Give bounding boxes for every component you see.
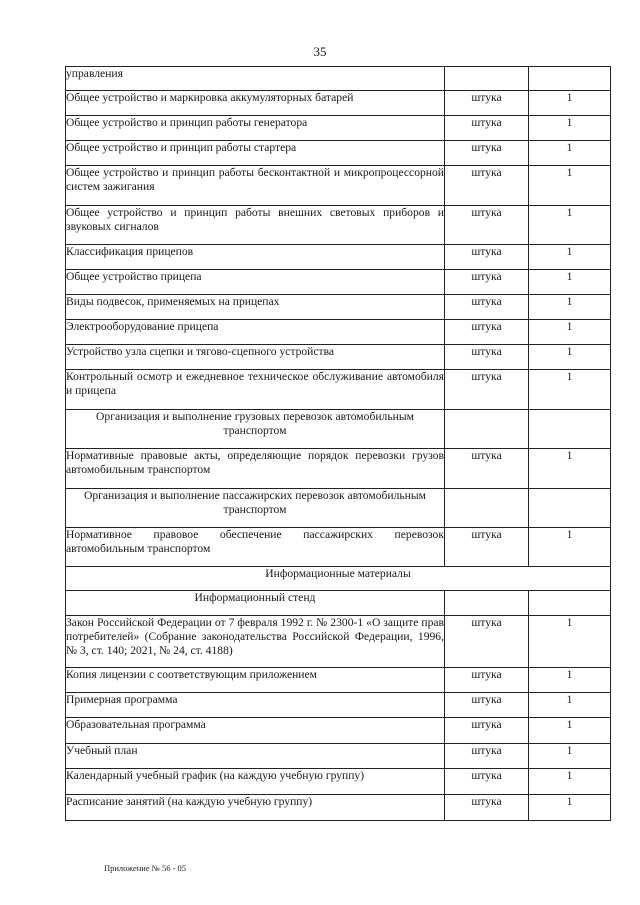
unit-cell: штука [445, 91, 529, 116]
item-name-cell: Календарный учебный график (на каждую учебную группу) [66, 769, 445, 795]
quantity-cell: 1 [529, 166, 611, 206]
item-name-cell: Общее устройство и маркировка аккумуляторных батарей [66, 91, 445, 116]
unit-cell: штука [445, 141, 529, 166]
table-row [66, 449, 611, 489]
unit-cell: штука [445, 449, 529, 489]
unit-cell: штука [445, 370, 529, 410]
table-row [66, 668, 611, 693]
quantity-cell [529, 67, 611, 91]
quantity-cell: 1 [529, 693, 611, 718]
table-row [66, 345, 611, 370]
table-row [66, 744, 611, 769]
unit-cell: штука [445, 744, 529, 769]
table-section-row [66, 410, 611, 449]
unit-cell: штука [445, 693, 529, 718]
item-name-cell: Контрольный осмотр и ежедневное техническое обслуживание автомобиля и прицепа [66, 370, 445, 410]
table-section-row [66, 489, 611, 528]
table-row [66, 91, 611, 116]
item-name-cell: Виды подвесок, применяемых на прицепах [66, 295, 445, 320]
unit-cell [445, 67, 529, 91]
quantity-cell: 1 [529, 295, 611, 320]
quantity-cell: 1 [529, 744, 611, 769]
quantity-cell: 1 [529, 616, 611, 668]
quantity-cell: 1 [529, 795, 611, 821]
table-row [66, 616, 611, 668]
quantity-cell: 1 [529, 769, 611, 795]
table-row [66, 295, 611, 320]
quantity-cell: 1 [529, 370, 611, 410]
table-row [66, 67, 611, 91]
unit-cell: штука [445, 166, 529, 206]
item-name-cell: Образовательная программа [66, 718, 445, 744]
unit-cell: штука [445, 320, 529, 345]
quantity-cell: 1 [529, 270, 611, 295]
unit-cell: штука [445, 718, 529, 744]
table-row [66, 795, 611, 821]
unit-cell: штука [445, 345, 529, 370]
item-name-cell: Электрооборудование прицепа [66, 320, 445, 345]
quantity-cell: 1 [529, 718, 611, 744]
table-body [66, 67, 611, 821]
unit-cell: штука [445, 769, 529, 795]
table-row [66, 116, 611, 141]
item-name-cell: Общее устройство и принцип работы генератора [66, 116, 445, 141]
unit-cell: штука [445, 295, 529, 320]
quantity-cell: 1 [529, 141, 611, 166]
table-row [66, 320, 611, 345]
heading-cell: Информационные материалы [66, 567, 611, 591]
quantity-cell: 1 [529, 245, 611, 270]
table-section-row [66, 591, 611, 616]
table-heading-row [66, 567, 611, 591]
unit-cell: штука [445, 245, 529, 270]
equipment-table [65, 66, 611, 821]
item-name-cell: Закон Российской Федерации от 7 февраля 1992 г. № 2300-1 «О защите прав потребителей» (Собрание законодательства Российской Федерации, 1996, № 3, ст. 140; 2021, № 24, ст. 4188) [66, 616, 445, 668]
unit-cell [445, 591, 529, 616]
table-row [66, 141, 611, 166]
table-row [66, 245, 611, 270]
quantity-cell [529, 591, 611, 616]
section-title-cell: Организация и выполнение пассажирских перевозок автомобильным транспортом [66, 489, 445, 528]
item-name-cell: Классификация прицепов [66, 245, 445, 270]
item-name-cell: Устройство узла сцепки и тягово-сцепного устройства [66, 345, 445, 370]
item-name-cell: Общее устройство и принцип работы стартера [66, 141, 445, 166]
unit-cell: штука [445, 270, 529, 295]
footer-note: Приложение № 56 - 05 [104, 863, 187, 873]
unit-cell: штука [445, 668, 529, 693]
table-row [66, 270, 611, 295]
unit-cell: штука [445, 116, 529, 141]
quantity-cell: 1 [529, 206, 611, 245]
unit-cell: штука [445, 206, 529, 245]
quantity-cell: 1 [529, 345, 611, 370]
quantity-cell: 1 [529, 116, 611, 141]
table-row [66, 166, 611, 206]
table-row [66, 528, 611, 567]
unit-cell: штука [445, 616, 529, 668]
quantity-cell: 1 [529, 320, 611, 345]
table-row [66, 693, 611, 718]
section-title-cell: Информационный стенд [66, 591, 445, 616]
table-row [66, 370, 611, 410]
quantity-cell: 1 [529, 668, 611, 693]
quantity-cell: 1 [529, 91, 611, 116]
unit-cell [445, 410, 529, 449]
quantity-cell [529, 410, 611, 449]
item-name-cell: управления [66, 67, 445, 91]
table-row [66, 718, 611, 744]
item-name-cell: Общее устройство и принцип работы бесконтактной и микропроцессорной систем зажигания [66, 166, 445, 206]
item-name-cell: Общее устройство и принцип работы внешних световых приборов и звуковых сигналов [66, 206, 445, 245]
quantity-cell [529, 489, 611, 528]
item-name-cell: Расписание занятий (на каждую учебную группу) [66, 795, 445, 821]
quantity-cell: 1 [529, 528, 611, 567]
item-name-cell: Нормативное правовое обеспечение пассажирских перевозок автомобильным транспортом [66, 528, 445, 567]
item-name-cell: Общее устройство прицепа [66, 270, 445, 295]
item-name-cell: Копия лицензии с соответствующим приложением [66, 668, 445, 693]
section-title-cell: Организация и выполнение грузовых перевозок автомобильным транспортом [66, 410, 445, 449]
unit-cell [445, 489, 529, 528]
item-name-cell: Нормативные правовые акты, определяющие порядок перевозки грузов автомобильным транспортом [66, 449, 445, 489]
page-number: 35 [313, 44, 327, 59]
unit-cell: штука [445, 795, 529, 821]
unit-cell: штука [445, 528, 529, 567]
item-name-cell: Примерная программа [66, 693, 445, 718]
item-name-cell: Учебный план [66, 744, 445, 769]
table-row [66, 206, 611, 245]
quantity-cell: 1 [529, 449, 611, 489]
table-row [66, 769, 611, 795]
